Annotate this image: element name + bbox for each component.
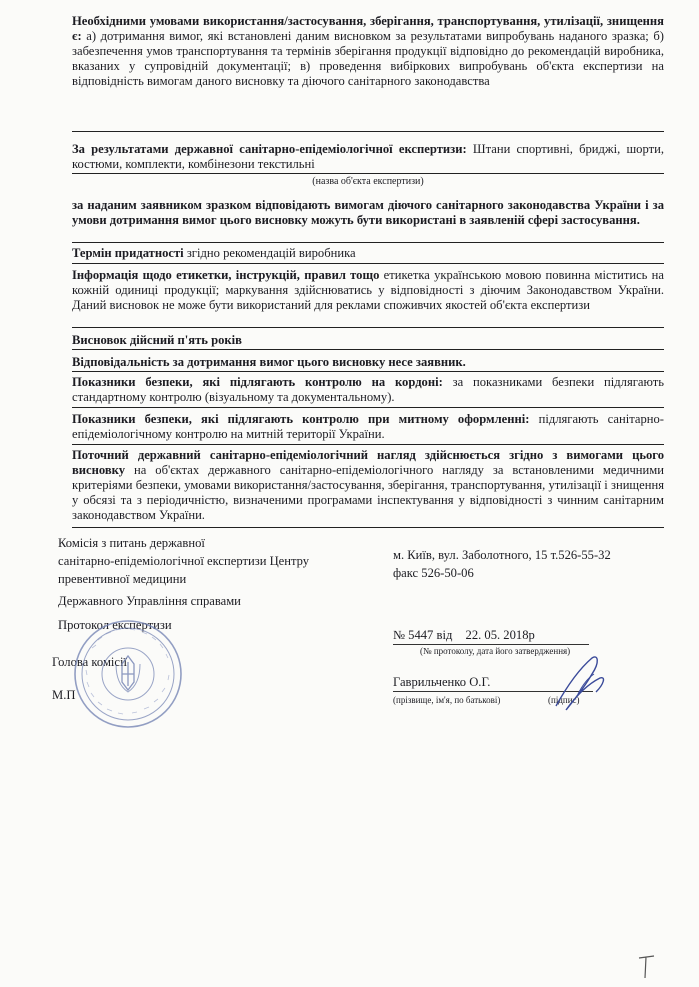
protocol-number: № 5447 від [393,628,453,642]
border-control-lead: Показники безпеки, які підлягають контролю на кордоні: [72,375,443,389]
protocol-line [393,626,589,645]
head-label: Голова комісії [52,655,127,669]
border-control-text: за показниками безпеки підлягають стандартному контролю (візуальному та документальному). [72,375,664,404]
supervision-text: на об'єктах державного санітарно-епідеміологічного нагляду за встановленими медичними критеріями безпеки, умовами використання/застосування, зберігання, транспортування, утилізації і знищення у обсязі та з періодичністю, визначеними програмами інспектування у відповідності з чинним санітарним законодавством України. [72,463,664,522]
conditions-section [72,14,664,132]
label-info-section [72,268,664,328]
protocol-label: Протокол експертизи [58,618,172,632]
validity-section [72,333,664,350]
customs-text: підлягають санітарно-епідеміологічному контролю на митній території України. [72,412,664,441]
shelf-life-section [72,246,664,264]
shelf-life-text: згідно рекомендацій виробника [183,246,356,260]
commission-line3: превентивної медицини [58,572,187,586]
results-text: Штани спортивні, бриджі, шорти, костюми, комплекти, комбінезони текстильні [72,142,665,171]
validity-text: Висновок дійсний п'ять років [72,333,242,347]
label-info-text: етикетка українською мовою повинна міститись на кожній одиниці продукції; маркування здійснюватись у відповідності з діючим Законодавством України. Даний висновок не може бути використаний для реклами споживчих якостей об'єкта експертизи [72,268,665,312]
commission-line1: Комісія з питань державної [58,536,205,550]
customs-section [72,412,664,445]
responsibility-section [72,355,664,372]
commission-line2: санітарно-епідеміологічної експертизи Центру [58,554,310,568]
border-control-section [72,375,664,408]
signature [548,648,618,718]
address-block [393,546,653,582]
results-section [72,142,664,190]
official-seal [72,618,184,730]
conformity-section [72,198,664,243]
head-name: Гаврильченко О.Г. [393,675,491,689]
customs-lead: Показники безпеки, які підлягають контролю при митному оформленні: [72,412,530,426]
address-line1: м. Київ, вул. Заболотного, 15 т.526-55-32 [393,548,611,562]
protocol-caption: (№ протоколу, дата його затвердження) [420,646,571,656]
shelf-life-lead: Термін придатності [72,246,184,260]
responsibility-text: Відповідальність за дотримання вимог цього висновку несе заявник. [72,355,466,369]
commission-block [58,534,338,610]
corner-mark [636,952,658,982]
conditions-text: а) дотримання вимог, які встановлені даним висновком за результатами випробувань наданого зразка; б) забезпечення умов транспортування та термінів зберігання продукції відповідно до рекомендацій виробника, вказаних у супровідній документації; в) проведення вибіркових випробувань об'єкта експертизи на відповідність вимогам даного висновку та діючого санітарного законодавства [72,29,664,88]
protocol-date: 22. 05. 2018р [465,628,535,642]
head-caption: (прізвище, ім'я, по батькові) [393,695,501,705]
stamp-label: М.П [52,688,76,702]
results-caption: (назва об'єкта експертизи) [72,173,664,189]
sign-caption: (підпис) [548,695,580,705]
conformity-text: за наданим заявником зразком відповідають вимогам діючого санітарного законодавства України і за умови дотримання вимог цього висновку можуть бути використані в заявленій сфері застосування. [72,198,664,227]
conditions-lead: Необхідними умовами використання/застосування, зберігання, транспортування, утилізації, знищення є: [72,14,664,43]
address-line2: факс 526-50-06 [393,566,474,580]
supervision-lead: Поточний державний санітарно-епідеміологічний нагляд здійснюється згідно з вимогами цього висновку [72,448,664,477]
supervision-section [72,448,664,528]
commission-line4: Державного Управління справами [58,594,241,608]
results-lead: За результатами державної санітарно-епідеміологічної експертизи: [72,142,467,156]
label-info-lead: Інформація щодо етикетки, інструкцій, правил тощо [72,268,380,282]
